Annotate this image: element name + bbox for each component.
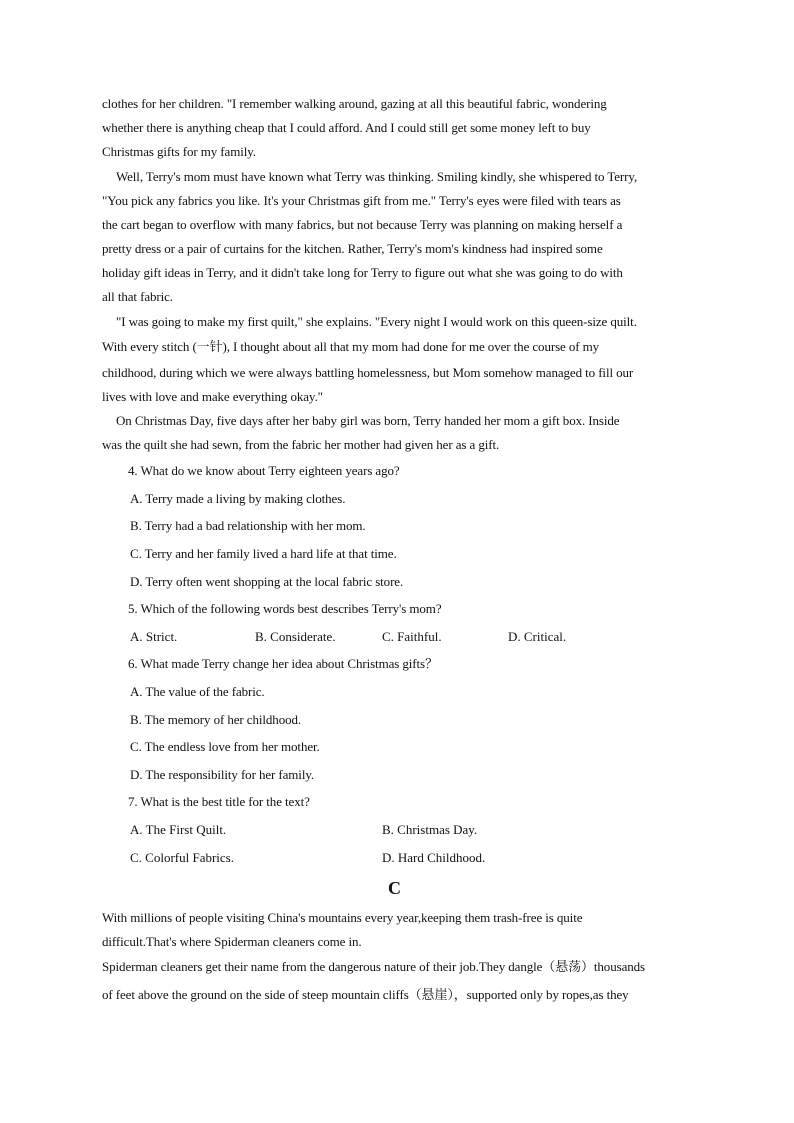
passage-line: With millions of people visiting China's mountains every year,keeping them trash-free is quite	[102, 910, 583, 925]
passage-line: holiday gift ideas in Terry, and it didn't take long for Terry to figure out what she was going to do with	[102, 265, 623, 280]
question-5-option-a: A. Strict.	[130, 629, 178, 644]
question-6-stem: 6. What made Terry change her idea about Christmas gifts？	[128, 656, 438, 671]
passage-line: was the quilt she had sewn, from the fabric her mother had given her as a gift.	[102, 437, 500, 452]
question-4-stem: 4. What do we know about Terry eighteen years ago?	[128, 463, 400, 478]
question-6-option-d: D. The responsibility for her family.	[130, 767, 315, 782]
passage-line: childhood, during which we were always battling homelessness, but Mom somehow managed to fill our	[102, 365, 634, 380]
passage-line: "I was going to make my first quilt," she explains. "Every night I would work on this queen-size quilt.	[116, 314, 637, 329]
question-5-stem: 5. Which of the following words best describes Terry's mom?	[128, 601, 442, 616]
question-5-option-d: D. Critical.	[508, 629, 567, 644]
passage-line: pretty dress or a pair of curtains for the kitchen. Rather, Terry's mom's kindness had inspired some	[102, 241, 603, 256]
question-4-option-b: B. Terry had a bad relationship with her mom.	[130, 518, 366, 533]
question-5-option-c: C. Faithful.	[382, 629, 442, 644]
passage-line: whether there is anything cheap that I could afford. And I could still get some money left to buy	[102, 120, 591, 135]
passage-line: the cart began to overflow with many fabrics, but not because Terry was planning on making herself a	[102, 217, 623, 232]
passage-line: "You pick any fabrics you like. It's your Christmas gift from me." Terry's eyes were filed with tears as	[102, 193, 621, 208]
passage-line: Christmas gifts for my family.	[102, 144, 256, 159]
passage-line: clothes for her children. "I remember walking around, gazing at all this beautiful fabric, wondering	[102, 96, 607, 111]
question-7-stem: 7. What is the best title for the text?	[128, 794, 310, 809]
passage-line: of feet above the ground on the side of steep mountain cliffs（悬崖），supported only by ropes,as they	[102, 987, 629, 1002]
section-heading: C	[388, 878, 401, 898]
question-6-option-c: C. The endless love from her mother.	[130, 739, 320, 754]
passage-line: Well, Terry's mom must have known what Terry was thinking. Smiling kindly, she whispered to Terry,	[116, 169, 638, 184]
passage-line: lives with love and make everything okay."	[102, 389, 323, 404]
question-4-option-d: D. Terry often went shopping at the local fabric store.	[130, 574, 404, 589]
question-4-option-c: C. Terry and her family lived a hard life at that time.	[130, 546, 397, 561]
passage-line: With every stitch (一针), I thought about all that my mom had done for me over the course of my	[102, 339, 600, 354]
question-5-option-b: B. Considerate.	[255, 629, 336, 644]
question-7-option-c: C. Colorful Fabrics.	[130, 850, 234, 865]
question-6-option-b: B. The memory of her childhood.	[130, 712, 302, 727]
question-7-option-d: D. Hard Childhood.	[382, 850, 486, 865]
question-6-option-a: A. The value of the fabric.	[130, 684, 265, 699]
passage-line: Spiderman cleaners get their name from the dangerous nature of their job.They dangle（悬荡）thousands	[102, 959, 645, 974]
passage-line: difficult.That's where Spiderman cleaners come in.	[102, 934, 362, 949]
passage-line: On Christmas Day, five days after her baby girl was born, Terry handed her mom a gift box. Inside	[116, 413, 620, 428]
question-7-option-b: B. Christmas Day.	[382, 822, 478, 837]
question-7-option-a: A. The First Quilt.	[130, 822, 227, 837]
question-4-option-a: A. Terry made a living by making clothes.	[130, 491, 346, 506]
passage-line: all that fabric.	[102, 289, 173, 304]
